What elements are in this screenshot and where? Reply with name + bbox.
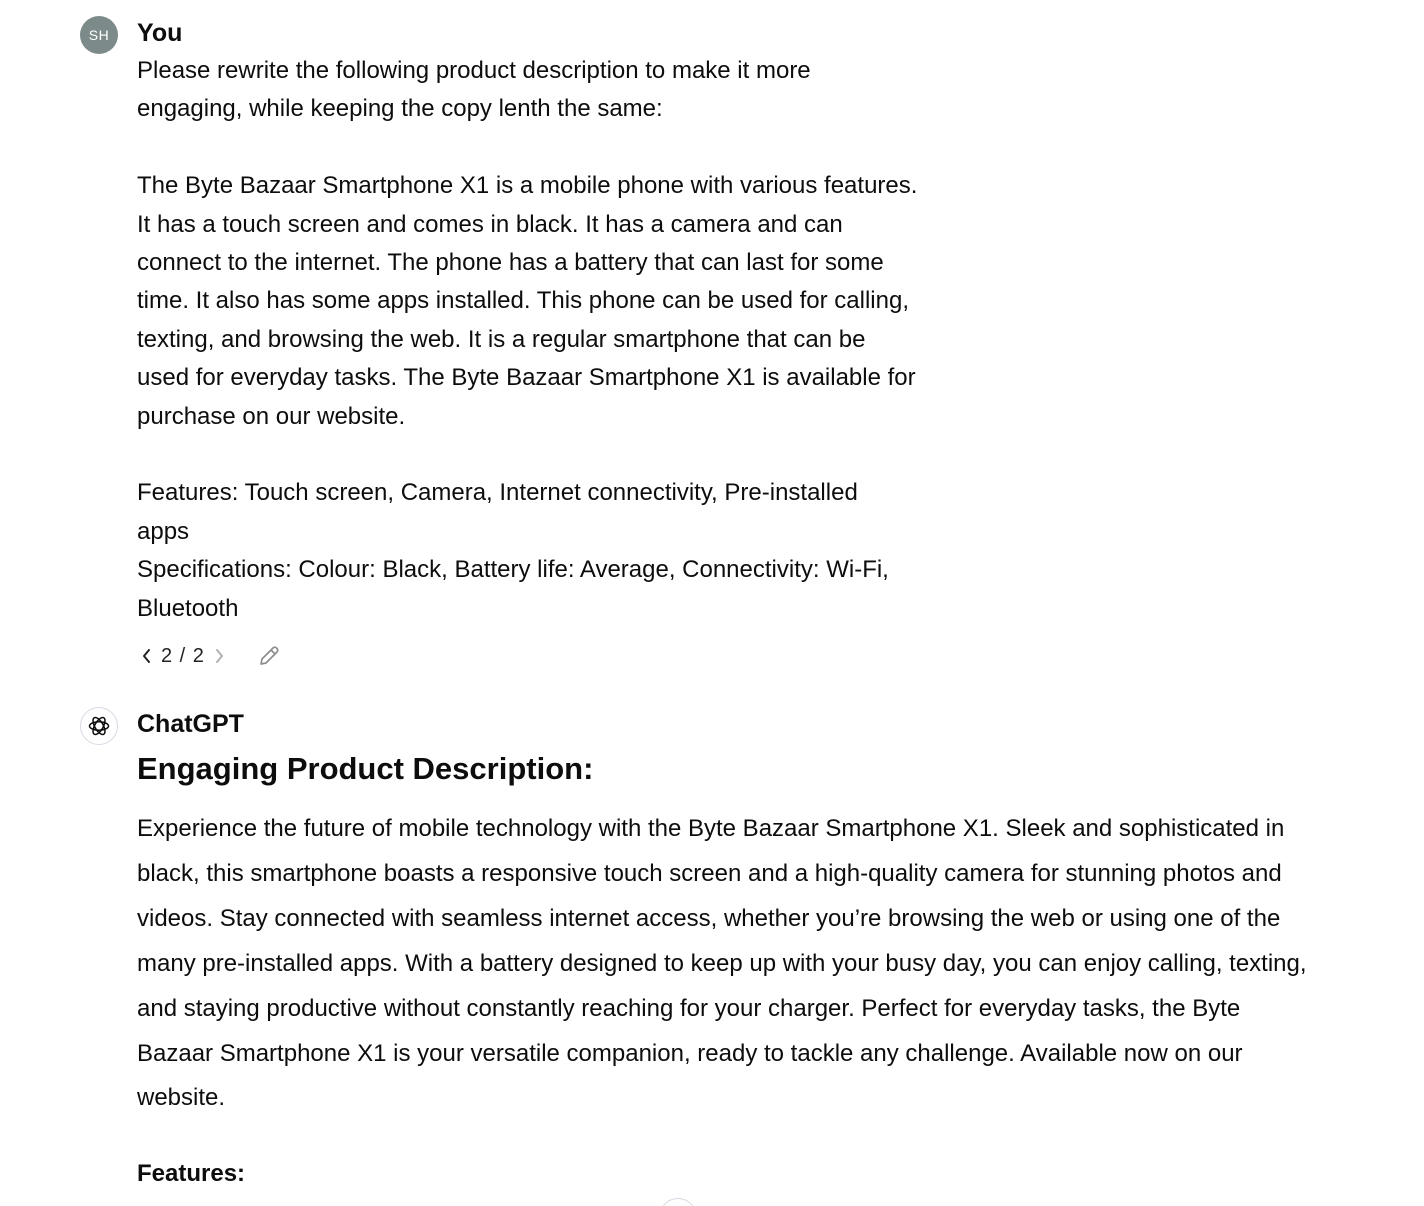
user-message-paragraph: Please rewrite the following product description to make it more engaging, while keeping the copy lenth the same:	[137, 57, 811, 123]
user-avatar: SH	[80, 16, 118, 54]
response-subheading: Features:	[137, 1160, 246, 1187]
user-message-text	[137, 52, 967, 628]
user-message-paragraph: The Byte Bazaar Smartphone X1 is a mobile phone with various features. It has a touch screen and comes in black. It has a camera and can connect to the internet. The phone has a battery that can last for some time. It also has some apps installed. This phone can be used for calling, texting, and browsing the web. It is a regular smartphone that can be used for everyday tasks. The Byte Bazaar Smartphone X1 is available for purchase on our website.	[137, 172, 918, 430]
previous-version-button[interactable]	[137, 641, 157, 671]
response-heading: Engaging Product Description:	[137, 751, 594, 786]
message-version-controls	[137, 640, 283, 672]
pencil-icon	[257, 644, 281, 668]
edit-message-button[interactable]	[255, 641, 283, 671]
assistant-avatar	[80, 707, 118, 745]
response-body: Experience the future of mobile technology with the Byte Bazaar Smartphone X1. Sleek and sophisticated in black, this smartphone boasts a responsive touch screen and a high-quality camera for stunning photos and videos. Stay connected with seamless internet access, whether you’re browsing the web or using one of the many pre-installed apps. With a battery designed to keep up with your busy day, you can enjoy calling, texting, and staying productive without constantly reaching for your charger. Perfect for everyday tasks, the Byte Bazaar Smartphone X1 is your versatile companion, ready to tackle any challenge. Available now on our website.	[137, 815, 1307, 1112]
openai-logo-icon	[86, 713, 112, 739]
scroll-to-bottom-button[interactable]	[659, 1198, 697, 1206]
assistant-author-name: ChatGPT	[137, 710, 244, 738]
chevron-right-icon	[213, 648, 225, 664]
next-version-button[interactable]	[209, 641, 229, 671]
user-author-name: You	[137, 19, 183, 47]
version-counter: 2 / 2	[161, 644, 205, 667]
user-message-paragraph: Features: Touch screen, Camera, Internet connectivity, Pre-installed apps Specifications: Colour: Black, Battery life: Average, Connectivity: Wi-Fi, Bluetooth	[137, 479, 889, 622]
chevron-left-icon	[141, 648, 153, 664]
